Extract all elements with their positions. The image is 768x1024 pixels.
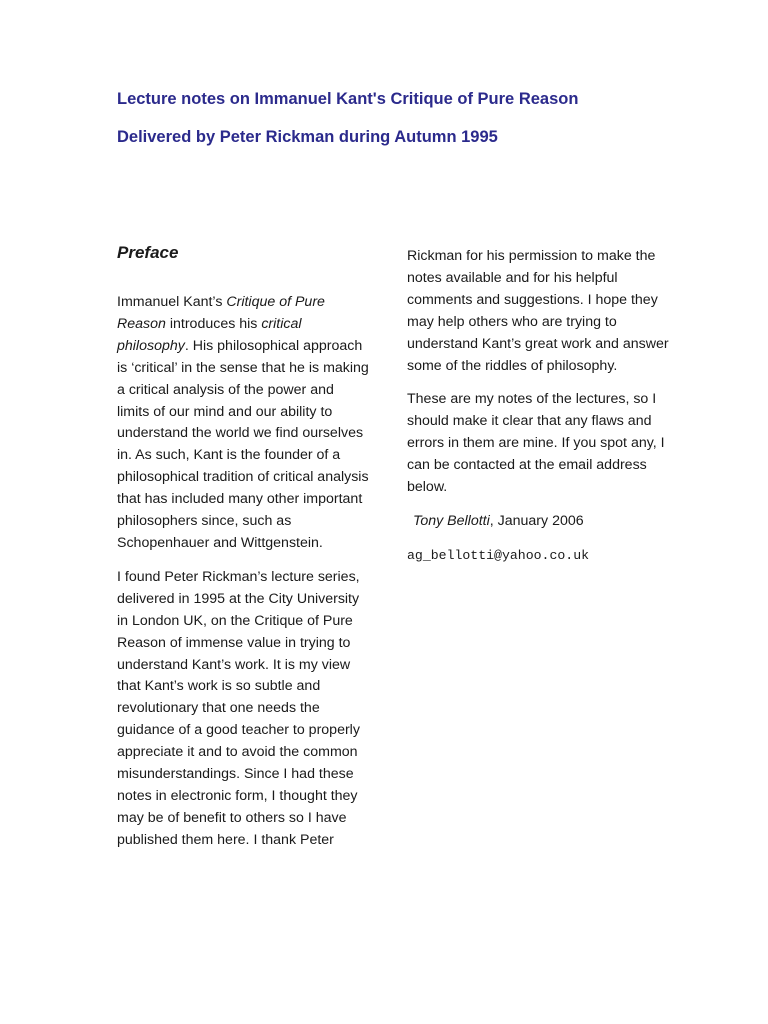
signature [413, 511, 677, 533]
p1-text-end: . His philosophical approach is ‘critical’ in the sense that he is making a critical analysis of the power and limits of our mind and our ability to understand the world we find ourselves in. As such, Kant is the founder of a philosophical tradition of critical analysis that has included many other important philosophers since, such as Schopenhauer and Wittgenstein. [117, 337, 369, 551]
preface-paragraph-1 [117, 292, 369, 555]
preface-heading: Preface [117, 243, 179, 262]
left-column [117, 243, 369, 864]
document-subtitle: Delivered by Peter Rickman during Autumn 1995 [117, 128, 498, 146]
p1-book-title: Critique of Pure Reason [117, 294, 325, 332]
signature-date: , January 2006 [489, 512, 584, 529]
p1-term: critical philosophy [117, 315, 302, 354]
signature-name: Tony Bellotti [413, 512, 490, 529]
contact-email[interactable]: ag_bellotti@yahoo.co.uk [407, 547, 590, 563]
p1-text-mid: introduces his [165, 315, 262, 332]
preface-paragraph-3: These are my notes of the lectures, so I should make it clear that any flaws and errors in them are mine. If you spot any, I can be contacted at the email address below. [407, 391, 665, 496]
p1-text-start: Immanuel Kant’s [117, 294, 227, 310]
preface-paragraph-2-part-2: Rickman for his permission to make the notes available and for his helpful comments and suggestions. I hope they may help others who are trying to understand Kant’s great work and answer some of the riddles of philosophy. [407, 248, 669, 374]
preface-paragraph-2-part-1: I found Peter Rickman’s lecture series, delivered in 1995 at the City University in London UK, on the Critique of Pure Reason of immense value in trying to understand Kant’s work. It is my view that Kant’s work is so subtle and revolutionary that one needs the guidance of a good teacher to properly appreciate it and to avoid the common misunderstandings. Since I had these notes in electronic form, I thought they may be of benefit to others so I have published them here. I thank Peter [117, 568, 360, 848]
document-title: Lecture notes on Immanuel Kant's Critique of Pure Reason [117, 90, 579, 108]
right-column [407, 246, 677, 567]
